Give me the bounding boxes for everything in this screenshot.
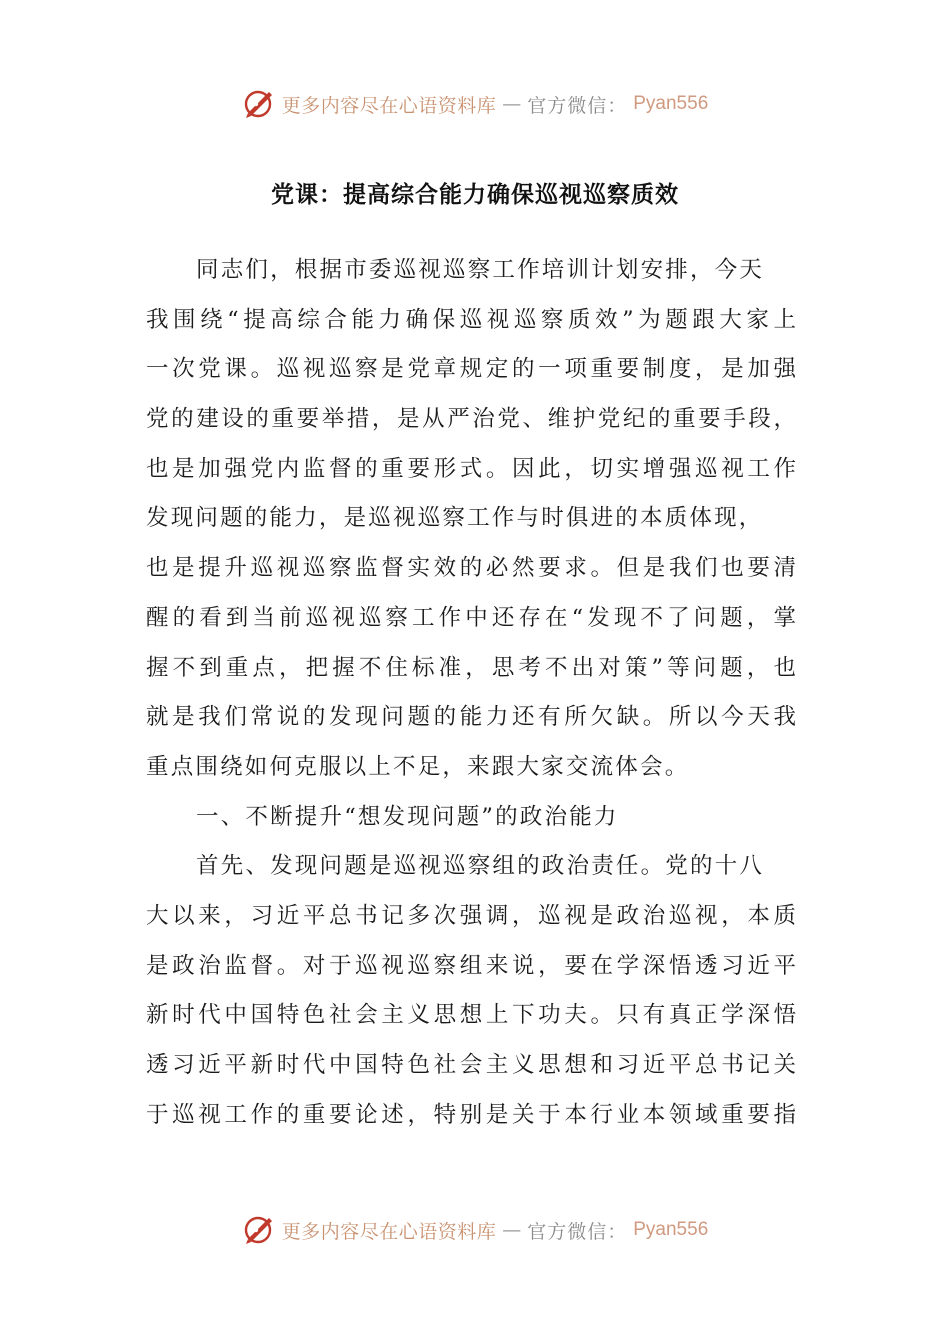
body-line: 一次党课。巡视巡察是党章规定的一项重要制度，是加强	[146, 356, 796, 383]
library-text: 更多内容尽在心语资料库	[281, 1220, 497, 1243]
body-line: 新时代中国特色社会主义思想上下功夫。只有真正学深悟	[146, 1002, 796, 1029]
header-watermark	[0, 84, 950, 124]
body-line: 我围绕“提高综合能力确保巡视巡察质效”为题跟大家上	[146, 306, 796, 333]
body-line: 首先、发现问题是巡视巡察组的政治责任。党的十八	[196, 853, 765, 880]
official-wechat-label: 官方微信：	[527, 1220, 628, 1243]
body-line: 握不到重点，把握不住标准，思考不出对策”等问题，也	[146, 654, 796, 681]
footer-watermark	[0, 1210, 950, 1250]
pen-logo-icon	[242, 1213, 276, 1247]
body-line: 同志们，根据市委巡视巡察工作培训计划安排，今天	[196, 257, 765, 283]
separator-dash: —	[502, 1219, 522, 1241]
wechat-id: Pyan556	[633, 93, 709, 114]
body-line: 于巡视工作的重要论述，特别是关于本行业本领域重要指	[146, 1101, 796, 1128]
separator-dash: —	[502, 93, 522, 115]
body-line: 就是我们常说的发现问题的能力还有所欠缺。所以今天我	[146, 704, 796, 731]
body-line: 重点围绕如何克服以上不足，来跟大家交流体会。	[146, 753, 690, 780]
body-line: 一、不断提升“想发现问题”的政治能力	[196, 803, 619, 830]
body-line: 也是提升巡视巡察监督实效的必然要求。但是我们也要清	[146, 555, 796, 582]
pen-logo-icon	[242, 87, 276, 121]
body-line: 党的建设的重要举措，是从严治党、维护党纪的重要手段，	[146, 406, 796, 433]
body-line: 透习近平新时代中国特色社会主义思想和习近平总书记关	[146, 1052, 796, 1078]
body-line: 是政治监督。对于巡视巡察组来说，要在学深悟透习近平	[146, 952, 796, 979]
official-wechat-label: 官方微信：	[527, 94, 628, 117]
wechat-id: Pyan556	[633, 1219, 709, 1240]
body-line: 也是加强党内监督的重要形式。因此，切实增强巡视工作	[146, 455, 796, 482]
body-line: 大以来，习近平总书记多次强调，巡视是政治巡视，本质	[146, 902, 796, 929]
document-body	[146, 246, 796, 1140]
library-text: 更多内容尽在心语资料库	[281, 94, 497, 117]
body-line: 醒的看到当前巡视巡察工作中还存在“发现不了问题，掌	[146, 604, 796, 631]
document-title: 党课：提高综合能力确保巡视巡察质效	[271, 182, 679, 208]
body-line: 发现问题的能力，是巡视巡察工作与时俱进的本质体现，	[146, 505, 764, 532]
